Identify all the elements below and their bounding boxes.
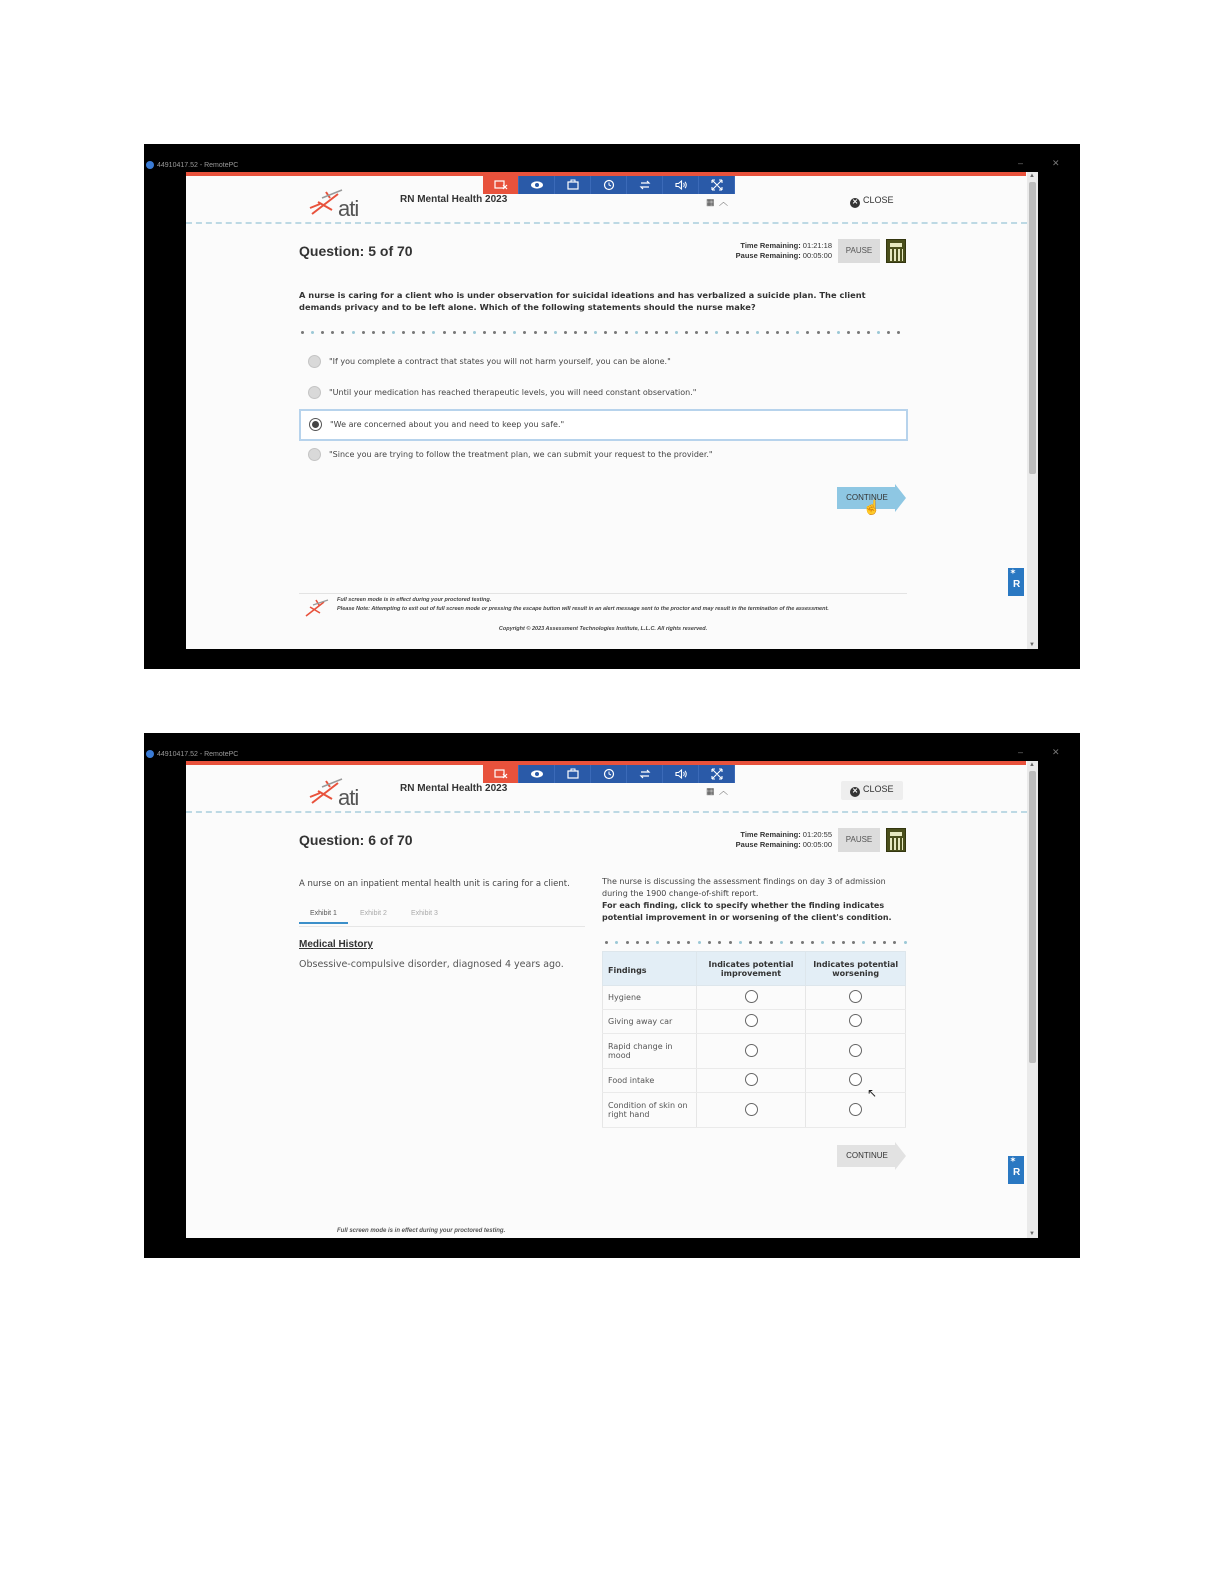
- divider-dot: [665, 331, 668, 334]
- ati-footer-logo: [304, 598, 330, 623]
- divider-dot: [749, 941, 752, 944]
- timer-panel: Time Remaining: 01:20:55 Pause Remaining: 00:05:00: [735, 830, 832, 849]
- exam-app: [186, 172, 1038, 649]
- tab-exhibit-2[interactable]: Exhibit 2: [360, 910, 387, 917]
- finding-label: Food intake: [603, 1069, 697, 1093]
- divider-dot: [708, 941, 711, 944]
- radio-improvement[interactable]: [745, 1044, 758, 1057]
- divider-dot: [372, 331, 375, 334]
- divider-dot: [801, 941, 804, 944]
- screenshot-question-5: [144, 144, 1080, 669]
- divider-dot: [422, 331, 425, 334]
- ati-logo: ati: [308, 188, 368, 220]
- close-icon: ✕: [850, 787, 860, 797]
- exhibit-tabs: [299, 907, 585, 927]
- exhibit-text: Obsessive-compulsive disorder, diagnosed 4 years ago.: [299, 959, 564, 970]
- scrollbar-thumb[interactable]: [1029, 771, 1036, 1063]
- footer-divider: [299, 593, 907, 594]
- divider-dot: [726, 331, 729, 334]
- fullscreen-icon[interactable]: [699, 176, 735, 194]
- divider-dot: [847, 331, 850, 334]
- accessibility-toolbar: [483, 176, 735, 194]
- divider-dot: [362, 331, 365, 334]
- divider-dot: [873, 941, 876, 944]
- header-worsening: Indicates potential worsening: [806, 952, 906, 986]
- divider-dot: [432, 331, 435, 334]
- divider-dot: [352, 331, 355, 334]
- table-row: [603, 1069, 906, 1093]
- finding-label: Rapid change in mood: [603, 1034, 697, 1069]
- question-title: Question: 6 of 70: [299, 832, 413, 848]
- eye-icon[interactable]: [519, 176, 555, 194]
- timer-panel: Time Remaining: 01:21:18 Pause Remaining: 00:05:00: [735, 241, 832, 260]
- radio-button[interactable]: [308, 355, 321, 368]
- findings-matrix: [602, 951, 906, 1128]
- accessibility-toolbar: [483, 765, 735, 783]
- divider-dot: [842, 941, 845, 944]
- close-window-icon[interactable]: ✕: [1052, 158, 1060, 168]
- divider-dot: [463, 331, 466, 334]
- divider-dot: [756, 331, 759, 334]
- dotted-divider: [605, 939, 907, 945]
- calculator-icon[interactable]: [886, 828, 906, 852]
- divider-dot: [796, 331, 799, 334]
- continue-button-disabled[interactable]: CONTINUE: [837, 1142, 907, 1170]
- remotepc-icon: [146, 161, 154, 169]
- radio-worsening[interactable]: [849, 1014, 862, 1027]
- hand-cursor-icon: ☝: [863, 499, 881, 515]
- scrollbar[interactable]: ▲ ▼: [1027, 172, 1038, 649]
- divider-dot: [615, 941, 618, 944]
- eye-icon[interactable]: [519, 765, 555, 783]
- swap-icon[interactable]: [627, 176, 663, 194]
- divider-dot: [817, 331, 820, 334]
- readspeaker-icon[interactable]: ✶ R: [1008, 568, 1024, 596]
- speaker-icon[interactable]: [663, 765, 699, 783]
- radio-button-selected[interactable]: [309, 418, 322, 431]
- radio-button[interactable]: [308, 386, 321, 399]
- divider-dot: [614, 331, 617, 334]
- divider-dot: [877, 331, 880, 334]
- divider-dot: [827, 331, 830, 334]
- divider-dot: [382, 331, 385, 334]
- header-divider: [186, 222, 1027, 226]
- header-divider: [186, 811, 1027, 815]
- divider-dot: [503, 331, 506, 334]
- tab-exhibit-1[interactable]: Exhibit 1: [299, 910, 348, 924]
- scrollbar-thumb[interactable]: [1029, 182, 1036, 474]
- question-title: Question: 5 of 70: [299, 243, 413, 259]
- divider-dot: [574, 331, 577, 334]
- time-remaining: 01:21:18: [802, 241, 832, 250]
- divider-dot: [904, 941, 907, 944]
- arrow-cursor-icon: ↖: [867, 1086, 878, 1100]
- divider-dot: [554, 331, 557, 334]
- divider-dot: [594, 331, 597, 334]
- readspeaker-icon[interactable]: ✶ R: [1008, 1156, 1024, 1184]
- divider-dot: [625, 331, 628, 334]
- answer-option-3[interactable]: "We are concerned about you and need to keep you safe.": [299, 409, 908, 441]
- divider-dot: [821, 941, 824, 944]
- briefcase-icon[interactable]: [555, 176, 591, 194]
- divider-dot: [867, 331, 870, 334]
- finding-label: Condition of skin on right hand: [603, 1093, 697, 1128]
- radio-improvement[interactable]: [745, 990, 758, 1003]
- remotepc-icon: [146, 750, 154, 758]
- table-row: [603, 1093, 906, 1128]
- radio-improvement[interactable]: [745, 1014, 758, 1027]
- divider-dot: [887, 331, 890, 334]
- divider-dot: [605, 941, 608, 944]
- divider-dot: [705, 331, 708, 334]
- divider-dot: [453, 331, 456, 334]
- exhibit-heading: Medical History: [299, 939, 373, 950]
- divider-dot: [443, 331, 446, 334]
- minimize-icon[interactable]: ‒: [1018, 158, 1024, 168]
- divider-dot: [513, 331, 516, 334]
- close-screen-icon[interactable]: [483, 765, 519, 783]
- copyright: Copyright © 2023 Assessment Technologies Institute, L.L.C. All rights reserved.: [498, 626, 708, 632]
- fullscreen-notice: Full screen mode is in effect during your proctored testing.: [337, 597, 492, 603]
- radio-worsening[interactable]: [849, 1103, 862, 1116]
- instructions: The nurse is discussing the assessment findings on day 3 of admission during the 1900 change-of-shift report. For each finding, click to specify whether the finding indicates potential improvement in or worsening of the client's condition.: [602, 877, 892, 922]
- close-button[interactable]: ✕ CLOSE: [841, 192, 903, 211]
- divider-dot: [635, 331, 638, 334]
- divider-dot: [473, 331, 476, 334]
- divider-dot: [584, 331, 587, 334]
- radio-worsening[interactable]: [849, 1044, 862, 1057]
- escape-warning: Please Note: Attempting to exit out of full screen mode or pressing the escape button will result in an alert message sent to the proctor and may result in the termination of the assessment.: [337, 606, 829, 612]
- clock-icon[interactable]: [591, 176, 627, 194]
- divider-dot: [402, 331, 405, 334]
- divider-dot: [746, 331, 749, 334]
- radio-worsening[interactable]: [849, 990, 862, 1003]
- pause-button[interactable]: PAUSE: [838, 239, 880, 263]
- fullscreen-notice-cut: Full screen mode is in effect during your proctored testing.: [337, 1228, 506, 1234]
- window-title: 44910417.52 - RemotePC: [146, 750, 238, 760]
- answer-option-1[interactable]: "If you complete a contract that states you will not harm yourself, you can be alone.": [299, 347, 908, 379]
- divider-dot: [646, 941, 649, 944]
- divider-dot: [695, 331, 698, 334]
- divider-dot: [718, 941, 721, 944]
- scenario-text: A nurse on an inpatient mental health unit is caring for a client.: [299, 879, 570, 889]
- divider-dot: [636, 941, 639, 944]
- divider-dot: [301, 331, 304, 334]
- window-title: 44910417.52 - RemotePC: [146, 161, 238, 171]
- briefcase-icon[interactable]: [555, 765, 591, 783]
- divider-dot: [677, 941, 680, 944]
- divider-dot: [687, 941, 690, 944]
- table-row: [603, 1034, 906, 1069]
- answer-option-2[interactable]: "Until your medication has reached therapeutic levels, you will need constant observation.": [299, 378, 908, 410]
- divider-dot: [852, 941, 855, 944]
- divider-dot: [544, 331, 547, 334]
- divider-dot: [311, 331, 314, 334]
- divider-dot: [564, 331, 567, 334]
- divider-dot: [837, 331, 840, 334]
- divider-dot: [862, 941, 865, 944]
- answer-option-4[interactable]: "Since you are trying to follow the treatment plan, we can submit your request to the provider.": [299, 440, 908, 472]
- header-improvement: Indicates potential improvement: [696, 952, 806, 986]
- finding-label: Hygiene: [603, 986, 697, 1010]
- close-screen-icon[interactable]: [483, 176, 519, 194]
- divider-dot: [766, 331, 769, 334]
- finding-label: Giving away car: [603, 1010, 697, 1034]
- divider-dot: [883, 941, 886, 944]
- table-row: [603, 1010, 906, 1034]
- divider-dot: [645, 331, 648, 334]
- divider-dot: [483, 331, 486, 334]
- divider-dot: [392, 331, 395, 334]
- divider-dot: [790, 941, 793, 944]
- ati-logo: ati: [308, 777, 368, 809]
- speaker-icon[interactable]: [663, 176, 699, 194]
- scrollbar[interactable]: ▲ ▼: [1027, 761, 1038, 1238]
- divider-dot: [698, 941, 701, 944]
- divider-dot: [897, 331, 900, 334]
- calculator-icon[interactable]: [886, 239, 906, 263]
- clock-icon[interactable]: [591, 765, 627, 783]
- divider-dot: [893, 941, 896, 944]
- divider-dot: [321, 331, 324, 334]
- divider-dot: [656, 941, 659, 944]
- divider-dot: [806, 331, 809, 334]
- divider-dot: [736, 331, 739, 334]
- divider-dot: [770, 941, 773, 944]
- divider-dot: [759, 941, 762, 944]
- divider-dot: [811, 941, 814, 944]
- collapse-toolbar-icon[interactable]: ▦ ︿: [706, 197, 730, 207]
- course-title: RN Mental Health 2023: [400, 783, 508, 794]
- close-button[interactable]: ✕ CLOSE: [841, 781, 903, 800]
- pause-remaining: 00:05:00: [802, 840, 832, 849]
- divider-dot: [685, 331, 688, 334]
- exam-app: [186, 761, 1038, 1238]
- divider-dot: [341, 331, 344, 334]
- divider-dot: [655, 331, 658, 334]
- collapse-toolbar-icon[interactable]: ▦ ︿: [706, 786, 730, 796]
- dotted-divider: [301, 329, 901, 335]
- divider-dot: [523, 331, 526, 334]
- divider-dot: [604, 331, 607, 334]
- divider-dot: [667, 941, 670, 944]
- radio-improvement[interactable]: [745, 1103, 758, 1116]
- divider-dot: [857, 331, 860, 334]
- pause-button[interactable]: PAUSE: [838, 828, 880, 852]
- divider-dot: [776, 331, 779, 334]
- pause-remaining: 00:05:00: [802, 251, 832, 260]
- divider-dot: [534, 331, 537, 334]
- divider-dot: [780, 941, 783, 944]
- fullscreen-icon[interactable]: [699, 765, 735, 783]
- divider-dot: [675, 331, 678, 334]
- screenshot-question-6: [144, 733, 1080, 1258]
- divider-dot: [739, 941, 742, 944]
- minimize-icon[interactable]: ‒: [1018, 747, 1024, 757]
- divider-dot: [331, 331, 334, 334]
- divider-dot: [626, 941, 629, 944]
- table-row: [603, 986, 906, 1010]
- radio-improvement[interactable]: [745, 1073, 758, 1086]
- divider-dot: [832, 941, 835, 944]
- divider-dot: [715, 331, 718, 334]
- course-title: RN Mental Health 2023: [400, 194, 508, 205]
- tab-exhibit-3[interactable]: Exhibit 3: [411, 910, 438, 917]
- time-remaining: 01:20:55: [802, 830, 832, 839]
- close-window-icon[interactable]: ✕: [1052, 747, 1060, 757]
- radio-worsening[interactable]: [849, 1073, 862, 1086]
- question-stem: A nurse is caring for a client who is under observation for suicidal ideations and has verbalized a suicide plan. The client demands privacy and to be left alone. Which of the following statements should the nurse make?: [299, 290, 866, 312]
- close-icon: ✕: [850, 198, 860, 208]
- divider-dot: [729, 941, 732, 944]
- divider-dot: [786, 331, 789, 334]
- radio-button[interactable]: [308, 448, 321, 461]
- divider-dot: [412, 331, 415, 334]
- swap-icon[interactable]: [627, 765, 663, 783]
- continue-button[interactable]: CONTINUE: [837, 484, 907, 512]
- divider-dot: [493, 331, 496, 334]
- header-findings: Findings: [603, 952, 697, 986]
